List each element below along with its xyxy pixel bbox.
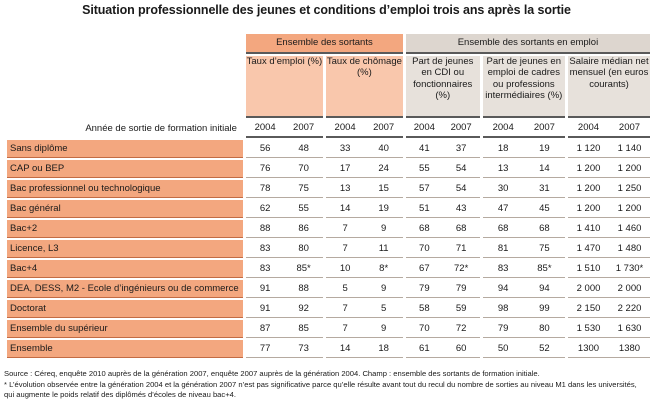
value-cell [483,320,565,338]
cell-value: 79 [419,282,430,294]
cell-value: 59 [455,302,467,314]
value-cell [326,200,403,218]
cell-value: 77 [259,342,271,354]
cell-value: 47 [497,202,509,214]
cell-value: 54 [455,162,467,174]
table-row [7,200,650,218]
value-cell [406,260,480,278]
cell-value: 87 [259,322,271,334]
value-cell [568,320,650,338]
value-cell [568,260,650,278]
value-cell [568,240,650,258]
cell-value: 1 200 [617,162,642,174]
value-cell [246,240,323,258]
cell-value: 9 [381,322,387,334]
cell-value: 78 [259,182,271,194]
year-label: 2004 [254,122,276,134]
cell-value: 83 [259,242,271,254]
value-cell [246,140,323,158]
cell-value: 60 [455,342,467,354]
cell-value: 10 [339,262,351,274]
cell-value: 72* [454,262,469,274]
cell-value: 68 [419,222,430,234]
value-cell [483,140,565,158]
value-cell [568,340,650,358]
year-label: 2007 [618,122,641,134]
cell-value: 50 [497,342,509,354]
cell-value: 19 [378,202,389,214]
row-label: Ensemble du supérieur [7,320,243,338]
cell-value: 13 [339,182,351,194]
cell-value: 54 [455,182,467,194]
value-cell [483,260,565,278]
footnote-text: * L’évolution observée entre la génération 2004 et la génération 2007 n’est pas significative parce qu’elle résulte avant tout du recul du nombre de sorties au niveau M1 dans les universités, qui augmente le poids relatif des diplômés d’écoles de niveau bac+4. [4,379,637,399]
table-row [7,340,650,358]
cell-value: 79 [455,282,467,294]
cell-value: 7 [342,322,348,334]
cell-value: 68 [539,222,550,234]
cell-value: 1 730* [615,262,644,274]
value-cell [326,240,403,258]
table-row [7,140,650,158]
year-label: 2007 [533,122,555,134]
cell-value: 19 [539,142,550,154]
cell-value: 9 [381,222,387,234]
row-label: Bac+4 [7,260,243,278]
cell-value: 7 [342,302,348,314]
value-cell [483,180,565,198]
value-cell [326,280,403,298]
value-cell [246,280,323,298]
row-label: Ensemble [7,340,243,358]
column-header: Part de jeunes en CDI ou fonctionnaires (%) [406,56,480,118]
table-row [7,320,650,338]
cell-value: 85* [537,262,552,274]
value-cell [568,300,650,318]
table-title: Situation professionnelle des jeunes et conditions d’emploi trois ans après la sortie [82,3,571,17]
value-cell [406,300,480,318]
cell-value: 62 [259,202,271,214]
cell-value: 88 [259,222,271,234]
cell-value: 2 150 [576,302,601,314]
cell-value: 48 [298,142,309,154]
value-cell [406,340,480,358]
column-header: Part de jeunes en emploi de cadres ou professions intermédiaires (%) [483,56,565,118]
row-label: CAP ou BEP [7,160,243,178]
cell-value: 76 [259,162,271,174]
cell-value: 24 [378,162,389,174]
cell-value: 5 [381,302,387,314]
year-label: 2007 [450,122,472,134]
cell-value: 7 [342,222,348,234]
cell-value: 79 [497,322,509,334]
cell-value: 43 [455,202,467,214]
group-header-all: Ensemble des sortants [246,34,403,54]
cell-value: 18 [378,342,389,354]
source-note [4,369,649,401]
cell-value: 5 [342,282,348,294]
value-cell [326,260,403,278]
cell-value: 2 220 [617,302,642,314]
table-row [7,220,650,238]
row-label: Sans diplôme [7,140,243,158]
employment-table [4,32,653,360]
table-row [7,280,650,298]
cell-value: 56 [259,142,271,154]
cell-value: 70 [419,242,430,254]
value-cell [246,340,323,358]
row-label: Bac général [7,200,243,218]
cell-value: 86 [298,222,309,234]
cell-value: 67 [419,262,430,274]
cell-value: 14 [539,162,550,174]
value-cell [246,260,323,278]
table-row [7,160,650,178]
value-cell [246,320,323,338]
year-header [406,120,480,138]
value-cell [568,280,650,298]
year-label: 2007 [293,122,315,134]
cell-value: 94 [497,282,509,294]
cell-value: 40 [378,142,389,154]
value-cell [326,160,403,178]
cell-value: 70 [419,322,430,334]
cell-value: 14 [339,202,351,214]
table-row [7,240,650,258]
cell-value: 1 410 [576,222,601,234]
cell-value: 83 [497,262,509,274]
cell-value: 88 [298,282,309,294]
cell-value: 94 [539,282,550,294]
cell-value: 31 [539,182,550,194]
value-cell [246,300,323,318]
year-header [326,120,403,138]
cell-value: 15 [378,182,389,194]
row-label: Doctorat [7,300,243,318]
year-header [568,120,650,138]
cell-value: 83 [259,262,271,274]
cell-value: 1 630 [617,322,642,334]
year-row-label: Année de sortie de formation initiale [85,123,237,135]
cell-value: 18 [497,142,509,154]
cell-value: 13 [497,162,509,174]
cell-value: 55 [419,162,430,174]
cell-value: 45 [539,202,550,214]
cell-value: 1 480 [617,242,642,254]
row-label: Bac+2 [7,220,243,238]
value-cell [483,240,565,258]
year-label: 2004 [334,122,356,134]
cell-value: 17 [339,162,351,174]
cell-value: 1 460 [617,222,642,234]
value-cell [326,180,403,198]
cell-value: 2 000 [617,282,642,294]
cell-value: 1 250 [617,182,642,194]
value-cell [483,340,565,358]
cell-value: 51 [419,202,430,214]
column-header: Salaire médian net mensuel (en euros courants) [568,56,650,118]
cell-value: 7 [342,242,348,254]
cell-value: 80 [539,322,550,334]
value-cell [406,240,480,258]
table-row [7,180,650,198]
value-cell [483,200,565,218]
cell-value: 92 [298,302,309,314]
value-cell [483,280,565,298]
cell-value: 1 120 [576,142,601,154]
value-cell [406,140,480,158]
value-cell [406,160,480,178]
column-header: Taux d’emploi (%) [246,56,323,118]
table-row [7,300,650,318]
cell-value: 75 [298,182,309,194]
cell-value: 37 [455,142,467,154]
row-label: Bac professionnel ou technologique [7,180,243,198]
cell-value: 1300 [577,342,600,354]
table-row [7,260,650,278]
cell-value: 99 [539,302,550,314]
cell-value: 1 200 [617,202,642,214]
year-label: 2007 [373,122,395,134]
value-cell [326,320,403,338]
cell-value: 68 [497,222,509,234]
value-cell [483,220,565,238]
row-label: DEA, DESS, M2 - Ecole d’ingénieurs ou de commerce [7,280,243,298]
cell-value: 8* [379,262,389,274]
cell-value: 71 [455,242,467,254]
cell-value: 70 [298,162,309,174]
value-cell [406,320,480,338]
cell-value: 57 [419,182,430,194]
year-header [246,120,323,138]
value-cell [568,160,650,178]
cell-value: 52 [539,342,550,354]
value-cell [568,200,650,218]
cell-value: 33 [339,142,351,154]
value-cell [483,160,565,178]
cell-value: 1 470 [576,242,601,254]
value-cell [246,160,323,178]
year-label: 2004 [413,122,435,134]
cell-value: 75 [539,242,550,254]
value-cell [406,280,480,298]
cell-value: 9 [381,282,387,294]
cell-value: 30 [497,182,509,194]
cell-value: 1 510 [576,262,601,274]
value-cell [246,200,323,218]
cell-value: 11 [378,242,389,254]
value-cell [568,180,650,198]
value-cell [326,300,403,318]
cell-value: 80 [298,242,309,254]
group-header-employed: Ensemble des sortants en emploi [406,34,650,54]
value-cell [246,220,323,238]
cell-value: 1 200 [576,162,601,174]
cell-value: 91 [259,302,271,314]
cell-value: 58 [419,302,430,314]
value-cell [246,180,323,198]
row-label: Licence, L3 [7,240,243,258]
cell-value: 55 [298,202,309,214]
value-cell [406,200,480,218]
cell-value: 1 200 [576,182,601,194]
value-cell [483,300,565,318]
value-cell [406,180,480,198]
value-cell [568,220,650,238]
value-cell [326,220,403,238]
cell-value: 72 [455,322,467,334]
cell-value: 85 [298,322,309,334]
value-cell [568,140,650,158]
value-cell [326,140,403,158]
cell-value: 1 200 [576,202,601,214]
year-label: 2004 [577,122,600,134]
cell-value: 61 [419,342,430,354]
year-label: 2004 [492,122,514,134]
cell-value: 1380 [618,342,641,354]
column-header: Taux de chômage (%) [326,56,403,118]
cell-value: 2 000 [576,282,601,294]
cell-value: 98 [497,302,509,314]
cell-value: 81 [497,242,509,254]
cell-value: 1 530 [576,322,601,334]
cell-value: 41 [419,142,430,154]
cell-value: 1 140 [617,142,642,154]
value-cell [406,220,480,238]
cell-value: 73 [298,342,309,354]
cell-value: 14 [339,342,351,354]
source-text: Source : Céreq, enquête 2010 auprès de la génération 2007, enquête 2007 auprès de la génération 2004. Champ : ensemble des sortants de formation initiale. [4,369,540,378]
year-header [483,120,565,138]
cell-value: 68 [455,222,467,234]
cell-value: 85* [296,262,311,274]
cell-value: 91 [259,282,271,294]
value-cell [326,340,403,358]
